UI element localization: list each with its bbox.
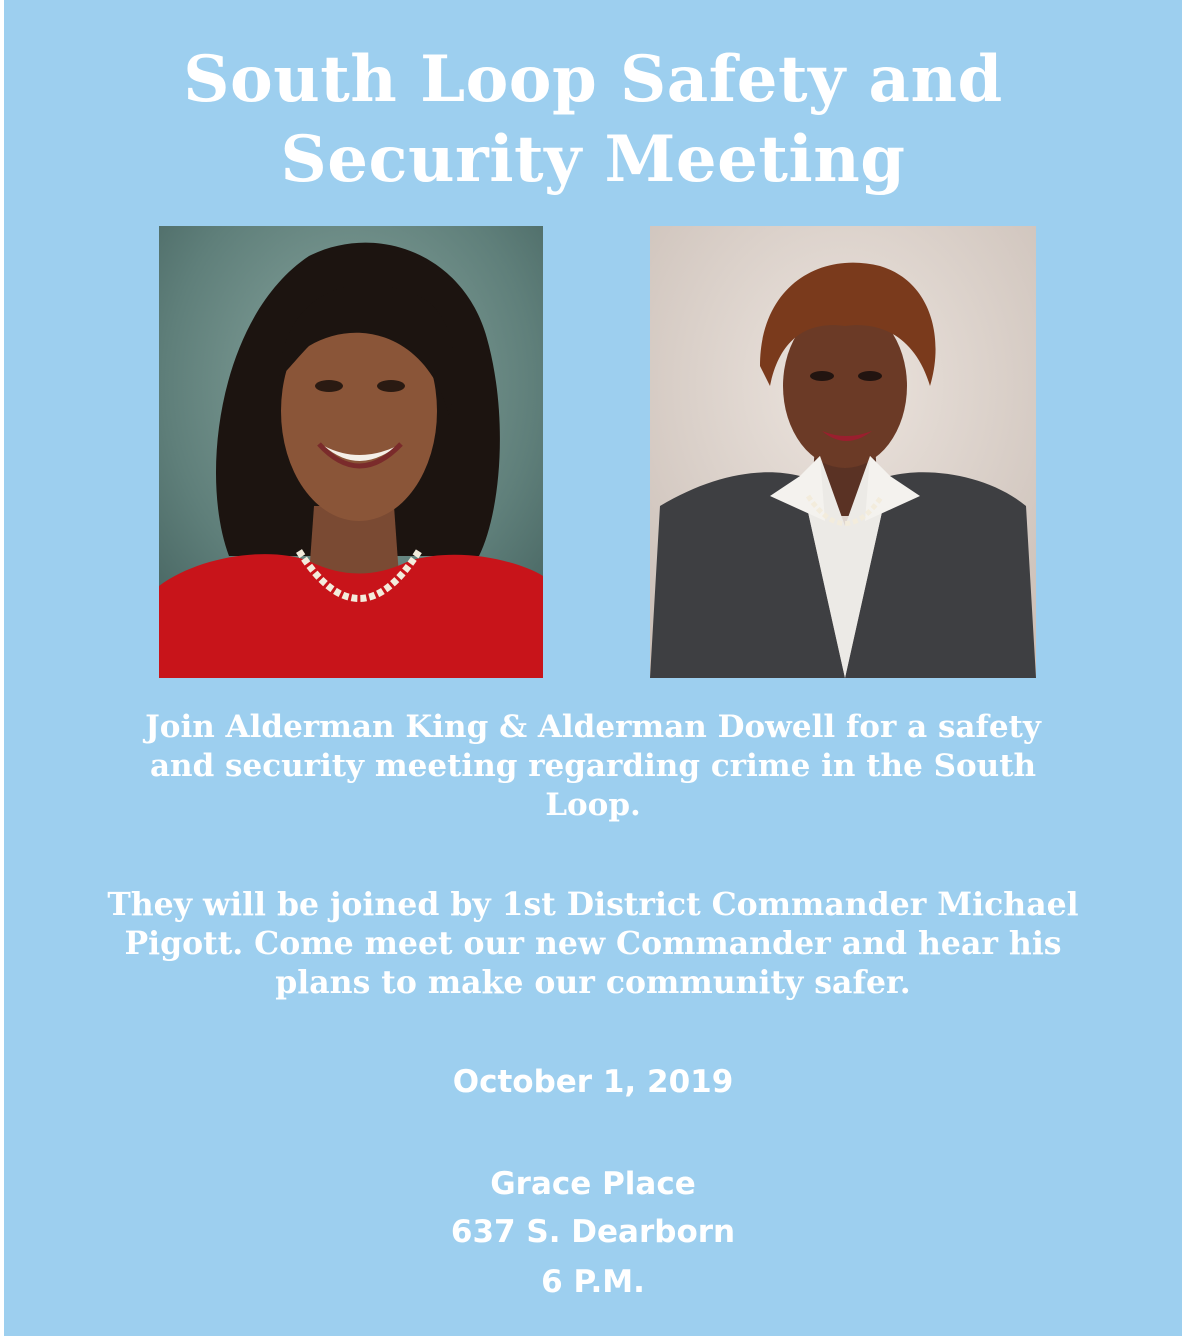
event-date: October 1, 2019 (452, 1064, 734, 1100)
alderman-dowell-photo (650, 226, 1036, 678)
invitation-line-2: and security meeting regarding crime in the South (149, 748, 1037, 784)
commander-paragraph (44, 885, 1142, 1002)
event-venue: Grace Place (490, 1166, 696, 1202)
invitation-line-3: Loop. (545, 787, 641, 823)
meeting-flyer (4, 0, 1182, 1336)
commander-line-3: plans to make our community safer. (275, 964, 911, 1001)
commander-line-1: They will be joined by 1st District Commander Michael (107, 886, 1079, 923)
invitation-paragraph (44, 708, 1142, 825)
event-address: 637 S. Dearborn (450, 1214, 736, 1250)
title-line-1: South Loop Safety and (183, 42, 1003, 117)
invitation-line-1: Join Alderman King & Alderman Dowell for a safety (145, 709, 1041, 745)
alderman-king-photo (159, 226, 543, 678)
portrait-dark-suit-image (650, 226, 1036, 678)
flyer-title (4, 40, 1182, 200)
commander-line-2: Pigott. Come meet our new Commander and hear his (124, 925, 1062, 962)
title-line-2: Security Meeting (280, 122, 906, 197)
portrait-red-top-image (159, 226, 543, 678)
event-time: 6 P.M. (541, 1264, 645, 1300)
